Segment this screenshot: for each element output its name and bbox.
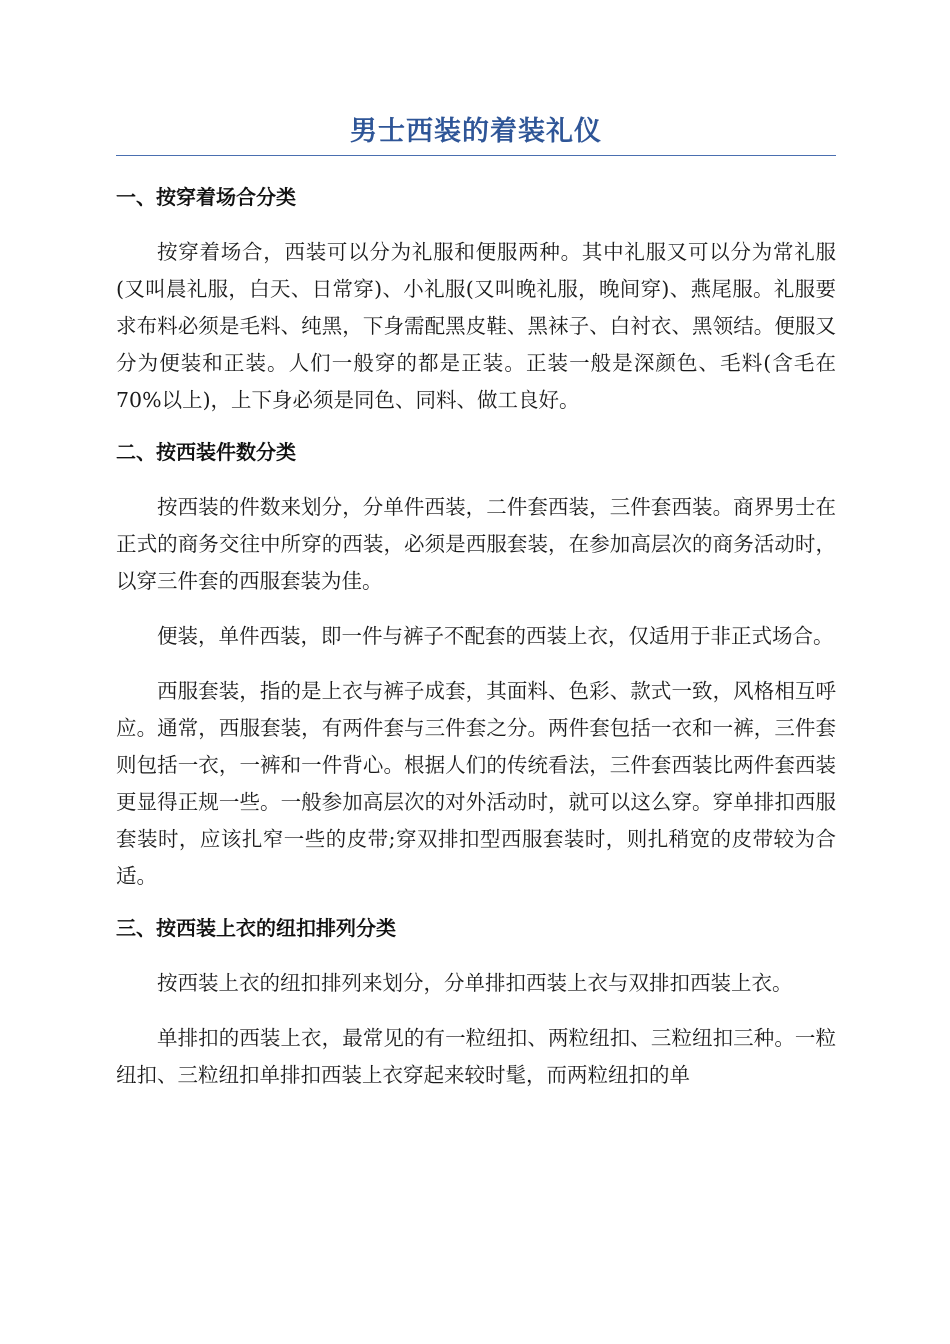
section-heading: 二、按西装件数分类: [116, 440, 296, 464]
paragraph: 按西装上衣的纽扣排列来划分，分单排扣西装上衣与双排扣西装上衣。: [157, 971, 793, 995]
section-pieces: [116, 437, 836, 895]
paragraph: 便装，单件西装，即一件与裤子不配套的西装上衣，仅适用于非正式场合。: [157, 624, 834, 648]
section-buttons: [116, 913, 836, 1094]
paragraph: 按穿着场合，西装可以分为礼服和便服两种。其中礼服又可以分为常礼服(又叫晨礼服，白天、日常穿)、小礼服(又叫晚礼服，晚间穿)、燕尾服。礼服要求布料必须是毛料、纯黑，下身需配黑皮鞋、黑袜子、白衬衣、黑领结。便服又分为便装和正装。人们一般穿的都是正装。正装一般是深颜色、毛料(含毛在70%以上)，上下身必须是同色、同料、做工良好。: [116, 240, 836, 412]
paragraph: 按西装的件数来划分，分单件西装，二件套西装，三件套西装。商界男士在正式的商务交往中所穿的西装，必须是西服套装，在参加高层次的商务活动时，以穿三件套的西服套装为佳。: [116, 495, 836, 593]
section-occasion: [116, 182, 836, 419]
document-title: 男士西装的着装礼仪: [350, 116, 602, 147]
section-heading: 一、按穿着场合分类: [116, 185, 296, 209]
paragraph: 西服套装，指的是上衣与裤子成套，其面料、色彩、款式一致，风格相互呼应。通常，西服套装，有两件套与三件套之分。两件套包括一衣和一裤，三件套则包括一衣，一裤和一件背心。根据人们的传统看法，三件套西装比两件套西装更显得正规一些。一般参加高层次的对外活动时，就可以这么穿。穿单排扣西服套装时，应该扎窄一些的皮带;穿双排扣型西服套装时，则扎稍宽的皮带较为合适。: [116, 679, 836, 888]
paragraph: 单排扣的西装上衣，最常见的有一粒纽扣、两粒纽扣、三粒纽扣三种。一粒纽扣、三粒纽扣单排扣西装上衣穿起来较时髦，而两粒纽扣的单: [116, 1026, 836, 1087]
document-page: [116, 112, 836, 1094]
section-heading: 三、按西装上衣的纽扣排列分类: [116, 916, 396, 940]
title-underline: [116, 155, 836, 156]
